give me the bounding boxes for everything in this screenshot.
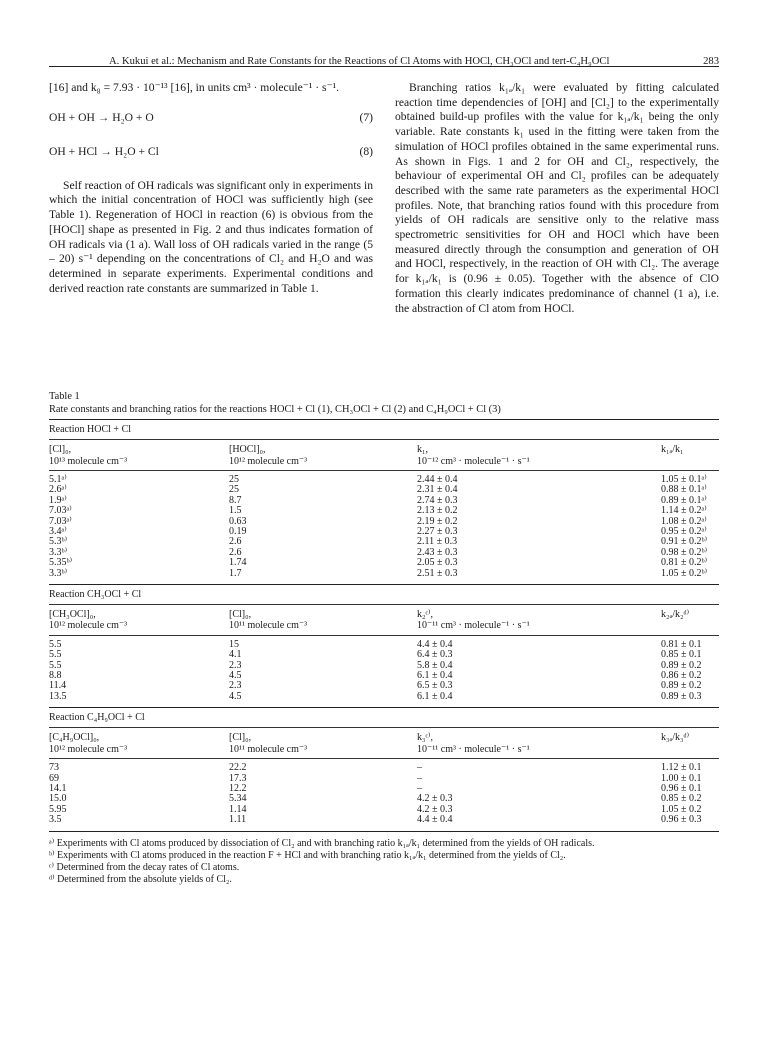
table-caption [49, 390, 719, 416]
table-cell: 3.3ᵇ⁾ [49, 546, 68, 558]
table-row [49, 650, 719, 660]
table-cell: 2.6 [229, 536, 242, 548]
header-line: k₁ₐ/k₁ [661, 444, 684, 455]
table-cell: 6.1 ± 0.4 [417, 690, 453, 702]
table-cell: 2.3 [229, 659, 242, 671]
table-row [49, 537, 719, 547]
equation-8-formula: OH + HCl → H₂O + Cl [49, 144, 159, 158]
table-row [49, 475, 719, 485]
header-unit: 10¹² molecule cm⁻³ [49, 743, 128, 755]
table-cell: 4.4 ± 0.4 [417, 638, 453, 650]
equation-8 [49, 145, 373, 160]
table-cell: 69 [49, 772, 59, 784]
table-cell: 1.12 ± 0.1 [661, 762, 702, 774]
table-cell: 1.11 [229, 814, 247, 826]
table-cell: 3.3ᵇ⁾ [49, 567, 68, 579]
table-body [49, 759, 719, 830]
header-line: k₁, [417, 444, 428, 455]
table-header-row [49, 728, 719, 758]
table-cell: 0.81 ± 0.1 [661, 638, 702, 650]
table-cell: 7.03ᵃ⁾ [49, 505, 72, 517]
table-cell: 0.88 ± 0.1ᵃ⁾ [661, 484, 707, 496]
table-cell: 2.3 [229, 680, 242, 692]
table-cell: 2.6 [229, 546, 242, 558]
table-cell: 8.7 [229, 494, 242, 506]
equation-7 [49, 111, 373, 126]
table-cell: 4.1 [229, 649, 242, 661]
table-cell: 3.4ᵃ⁾ [49, 525, 67, 537]
table-section-title: Reaction CH₃OCl + Cl [49, 588, 142, 600]
table-cell: 1.05 ± 0.2ᵇ⁾ [661, 567, 708, 579]
right-column [395, 81, 719, 316]
header-line: k₂ᶜ⁾, [417, 608, 434, 620]
table-caption-text: Rate constants and branching ratios for the reactions HOCl + Cl (1), CH₃OCl + Cl (2) and C₄H₉OCl + Cl (3) [49, 404, 501, 415]
header-line: k₂ₐ/k₂ᵈ⁾ [661, 608, 690, 620]
table-cell: 22.2 [229, 762, 247, 774]
table-cell: 5.5 [49, 638, 62, 650]
table-cell: 5.3ᵇ⁾ [49, 536, 68, 548]
footnote: ᵃ⁾ Experiments with Cl atoms produced by dissociation of Cl₂ and with branching ratio k₁ₐ/k₁ determined from the yields of OH radicals. [49, 837, 595, 849]
table-cell: 1.14 ± 0.2ᵃ⁾ [661, 505, 707, 517]
table-row [49, 681, 719, 691]
table-cell: – [417, 772, 422, 784]
table-row [49, 784, 719, 794]
table-header-row [49, 605, 719, 635]
table-row [49, 794, 719, 804]
table-rule [49, 831, 719, 832]
header-unit: 10⁻¹² cm³ · molecule⁻¹ · s⁻¹ [417, 455, 530, 467]
table-cell: 0.86 ± 0.2 [661, 670, 702, 682]
header-line: [HOCl]₀, [229, 444, 266, 455]
table-cell: 1.00 ± 0.1 [661, 772, 702, 784]
table-cell: 5.34 [229, 793, 247, 805]
table-cell: 2.27 ± 0.3 [417, 525, 458, 537]
left-paragraph-1: [16] and k₈ = 7.93 · 10⁻¹³ [16], in units cm³ · molecule⁻¹ · s⁻¹. [49, 81, 340, 94]
table-cell: 6.4 ± 0.3 [417, 649, 453, 661]
table-row [49, 815, 719, 825]
table-body [49, 636, 719, 707]
table-label: Table 1 [49, 391, 80, 402]
table-body [49, 471, 719, 584]
table-cell: 1.7 [229, 567, 242, 579]
table-cell: 2.11 ± 0.3 [417, 536, 458, 548]
table-row [49, 805, 719, 815]
table-section-title: Reaction C₄H₉OCl + Cl [49, 712, 145, 724]
header-line: [Cl]₀, [229, 732, 252, 744]
header-line: [CH₃OCl]₀, [49, 608, 96, 620]
table-row [49, 558, 719, 568]
equation-7-number: (7) [359, 110, 373, 124]
table-cell: 0.89 ± 0.1ᵃ⁾ [661, 494, 707, 506]
header-line: [C₄H₉OCl]₀, [49, 732, 100, 744]
table-row [49, 506, 719, 516]
table-cell: 25 [229, 474, 239, 485]
table-cell: – [417, 783, 422, 795]
header-unit: 10¹³ molecule cm⁻³ [49, 455, 128, 467]
table-header-cell [661, 444, 684, 456]
table-cell: 2.43 ± 0.3 [417, 546, 458, 558]
table-cell: 17.3 [229, 772, 247, 784]
table-cell: 4.4 ± 0.4 [417, 814, 453, 826]
table-cell: 11.4 [49, 680, 67, 692]
table-header-cell [49, 444, 127, 467]
table-cell: 5.5 [49, 659, 62, 671]
table-cell: 5.35ᵇ⁾ [49, 557, 73, 569]
header-unit: 10¹² molecule cm⁻³ [49, 620, 128, 632]
table-cell: 0.89 ± 0.2 [661, 659, 702, 671]
table-cell: 2.51 ± 0.3 [417, 567, 458, 579]
table-cell: 15 [229, 638, 239, 650]
table-cell: 0.96 ± 0.3 [661, 814, 702, 826]
table-row [49, 485, 719, 495]
page-number: 283 [703, 56, 719, 67]
table-cell: 2.31 ± 0.4 [417, 484, 458, 496]
table-header-cell [229, 444, 307, 467]
table-cell: 2.05 ± 0.3 [417, 557, 458, 569]
header-line: [Cl]₀, [229, 608, 252, 620]
table-row [49, 496, 719, 506]
header-line: [Cl]₀, [49, 444, 72, 455]
table-row [49, 640, 719, 650]
table-cell: 5.1ᵃ⁾ [49, 474, 67, 485]
table-row [49, 774, 719, 784]
table-row [49, 763, 719, 773]
table-cell: 13.5 [49, 690, 67, 702]
table-cell: 5.8 ± 0.4 [417, 659, 453, 671]
table-cell: 1.05 ± 0.2 [661, 803, 702, 815]
table-section-title: Reaction HOCl + Cl [49, 424, 132, 435]
table-cell: 15.0 [49, 793, 67, 805]
table-row [49, 569, 719, 579]
table-row [49, 661, 719, 671]
table-cell: 0.98 ± 0.2ᵇ⁾ [661, 546, 708, 558]
table-header-cell [417, 609, 530, 632]
table-cell: 6.1 ± 0.4 [417, 670, 453, 682]
table-header-cell [417, 444, 530, 467]
table-cell: 0.91 ± 0.2ᵇ⁾ [661, 536, 708, 548]
table-cell: 5.95 [49, 803, 67, 815]
right-paragraph: Branching ratios k₁ₐ/k₁ were evaluated by fitting calculated reaction time dependencies of [OH] and [Cl₂] to the experimentally obtained build-up profiles with the value for k₁ₐ/k₁ being the only variable. Rate constants k₁ used in the fitting were taken from the simulation of HOCl profiles obtained in the same experimental runs. As shown in Figs. 1 and 2 for OH and Cl₂, respectively, the behaviour of experimental OH and Cl₂ profiles can be adequately described with the same rate parameters as the experimental HOCl profiles. Note, that branching ratios found with this procedure from yields of OH radicals are sensitive only to the relative mass spectrometric sensitivities for OH and HOCl which have been measured directly through the consumption and generation of OH and HOCl, respectively, in the reaction of OH with Cl₂. The average for k₁ₐ/k₁ is (0.96 ± 0.05). Together with the absence of ClO formation this clearly indicates predominance of channel (1 a), i.e. the abstraction of Cl atom from HOCl. [395, 81, 719, 315]
table-header-row [49, 440, 719, 470]
table-cell: 25 [229, 484, 239, 496]
table-cell: 4.2 ± 0.3 [417, 793, 453, 805]
table-header-cell [229, 732, 307, 755]
table-cell: 0.63 [229, 515, 247, 527]
header-unit: 10¹¹ molecule cm⁻³ [229, 743, 308, 755]
table-cell: 8.8 [49, 670, 62, 682]
table-cell: 2.44 ± 0.4 [417, 474, 458, 485]
table-cell: 3.5 [49, 814, 62, 826]
table-header-cell [661, 609, 689, 621]
equation-7-formula: OH + OH → H₂O + O [49, 110, 154, 124]
table-cell: 1.08 ± 0.2ᵃ⁾ [661, 515, 707, 527]
table-row [49, 692, 719, 702]
header-unit: 10⁻¹¹ cm³ · molecule⁻¹ · s⁻¹ [417, 620, 530, 632]
footnote: ᶜ⁾ Determined from the decay rates of Cl atoms. [49, 862, 240, 873]
table-cell: 6.5 ± 0.3 [417, 680, 453, 692]
header-line: k₃ᶜ⁾, [417, 732, 434, 744]
table-cell: 2.74 ± 0.3 [417, 494, 458, 506]
table-row [49, 527, 719, 537]
table-row [49, 548, 719, 558]
footnote: ᵈ⁾ Determined from the absolute yields of Cl₂. [49, 874, 232, 886]
table-cell: 1.05 ± 0.1ᵃ⁾ [661, 474, 707, 485]
table-cell: 7.03ᵃ⁾ [49, 515, 72, 527]
table-cell: 0.95 ± 0.2ᵃ⁾ [661, 525, 707, 537]
table-cell: 1.74 [229, 557, 247, 569]
table-cell: – [417, 762, 422, 774]
table-cell: 5.5 [49, 649, 62, 661]
left-paragraph-2: Self reaction of OH radicals was significant only in experiments in which the initial concentration of HOCl was sufficiently high (see Table 1). Regeneration of HOCl in reaction (6) is obvious from the [HOCl] shape as presented in Fig. 2 and thus indicates formation of OH radicals via (1 a). Wall loss of OH radicals varied in the range (5 – 20) s⁻¹ depending on the concentrations of Cl₂ and H₂O and was determined in separate experiments. Experimental conditions and derived reaction rate constants are summarized in Table 1. [49, 178, 373, 295]
table-cell: 0.85 ± 0.1 [661, 649, 702, 661]
header-unit: 10⁻¹¹ cm³ · molecule⁻¹ · s⁻¹ [417, 743, 530, 755]
table-cell: 0.89 ± 0.3 [661, 690, 702, 702]
running-title: A. Kukui et al.: Mechanism and Rate Constants for the Reactions of Cl Atoms with HOCl, CH₃OCl and tert-C₄H₉OCl [109, 56, 610, 67]
table-cell: 4.5 [229, 670, 242, 682]
table-row [49, 517, 719, 527]
table-row [49, 671, 719, 681]
table-cell: 73 [49, 762, 59, 774]
table-cell: 0.81 ± 0.2ᵇ⁾ [661, 557, 708, 569]
header-unit: 10¹¹ molecule cm⁻³ [229, 620, 308, 632]
table-cell: 1.14 [229, 803, 247, 815]
table-cell: 4.2 ± 0.3 [417, 803, 453, 815]
header-line: k₃ₐ/k₃ᵈ⁾ [661, 732, 690, 744]
journal-page [49, 46, 719, 886]
running-head [49, 46, 719, 67]
table-cell: 12.2 [229, 783, 247, 795]
table-cell: 1.9ᵃ⁾ [49, 494, 67, 506]
header-unit: 10¹² molecule cm⁻³ [229, 455, 308, 467]
table-header-cell [417, 732, 530, 755]
table-cell: 2.19 ± 0.2 [417, 515, 458, 527]
table-header-cell [661, 732, 689, 744]
table-header-cell [229, 609, 307, 632]
footnote: ᵇ⁾ Experiments with Cl atoms produced in the reaction F + HCl and with branching ratio k₁ₐ/k₁ determined from the yields of Cl₂. [49, 849, 566, 861]
left-column [49, 81, 373, 296]
table-header-cell [49, 732, 127, 755]
table-cell: 1.5 [229, 505, 242, 517]
table-cell: 0.19 [229, 525, 247, 537]
table-1 [49, 419, 719, 886]
table-footnotes [49, 838, 719, 887]
table-cell: 14.1 [49, 783, 67, 795]
table-cell: 2.13 ± 0.2 [417, 505, 458, 517]
table-header-cell [49, 609, 127, 632]
table-cell: 0.89 ± 0.2 [661, 680, 702, 692]
table-cell: 2.6ᵃ⁾ [49, 484, 67, 496]
table-cell: 0.85 ± 0.2 [661, 793, 702, 805]
two-column-body [49, 81, 719, 381]
table-cell: 4.5 [229, 690, 242, 702]
equation-8-number: (8) [359, 144, 373, 158]
table-cell: 0.96 ± 0.1 [661, 783, 702, 795]
